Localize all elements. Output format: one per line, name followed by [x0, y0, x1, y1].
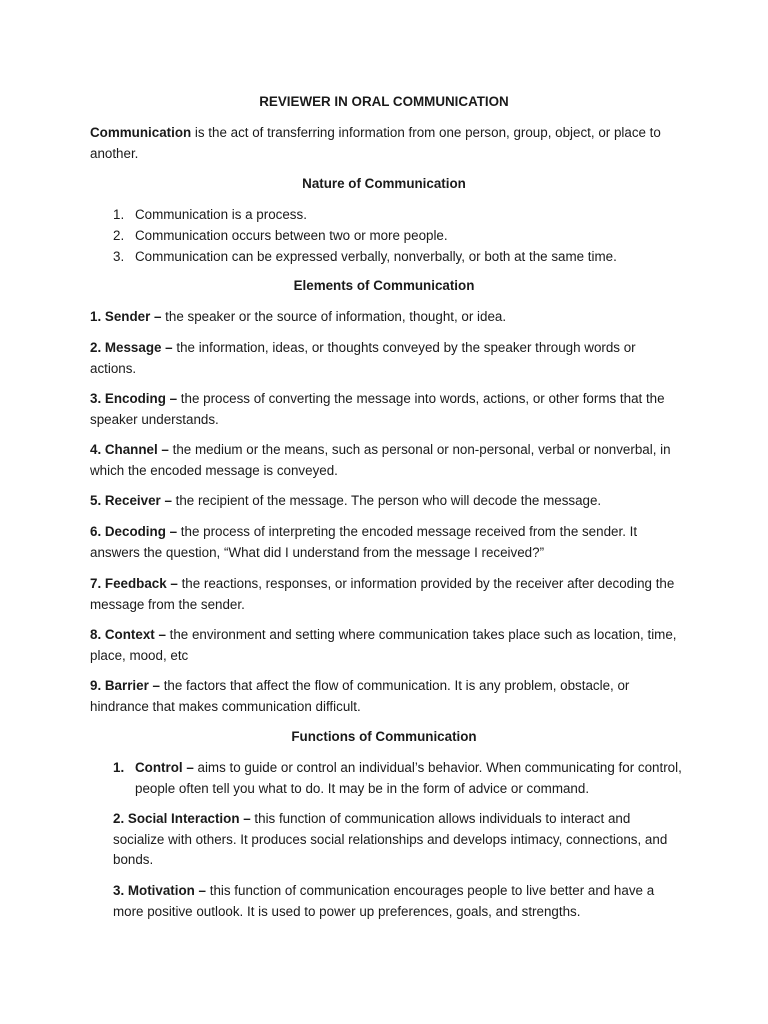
list-text: Communication can be expressed verbally, nonverbally, or both at the same time.	[135, 248, 617, 264]
element-item	[90, 338, 680, 379]
intro-term: Communication	[90, 125, 192, 140]
intro-text: is the act of transferring information from one person, group, object, or place to another.	[90, 125, 661, 161]
functions-heading: Functions of Communication	[291, 729, 477, 744]
function-text: aims to guide or control an individual’s behavior. When communicating for control, people often tell you what to do. It may be in the form of advice or command.	[135, 760, 682, 796]
element-item	[90, 491, 680, 512]
element-text: the environment and setting where communication takes place such as location, time, place, mood, etc	[90, 627, 677, 663]
list-text: Communication occurs between two or more people.	[135, 227, 448, 243]
element-term: 4. Channel –	[90, 442, 169, 457]
list-item	[113, 205, 673, 226]
element-term: 5. Receiver –	[90, 493, 172, 508]
function-item	[113, 758, 683, 799]
element-item	[90, 389, 680, 430]
element-text: the factors that affect the flow of communication. It is any problem, obstacle, or hindrance that makes communication difficult.	[90, 678, 630, 714]
nature-heading: Nature of Communication	[302, 176, 466, 191]
function-term: 3. Motivation –	[113, 883, 207, 898]
element-item	[90, 676, 680, 717]
element-item	[90, 522, 680, 563]
element-term: 3. Encoding –	[90, 391, 178, 406]
element-text: the process of converting the message into words, actions, or other forms that the speaker understands.	[90, 391, 665, 427]
element-term: 7. Feedback –	[90, 576, 178, 591]
elements-heading: Elements of Communication	[293, 278, 475, 293]
element-term: 9. Barrier –	[90, 678, 160, 693]
element-item	[90, 625, 680, 666]
list-item	[113, 226, 673, 247]
function-item	[113, 809, 683, 871]
nature-list	[113, 205, 673, 267]
element-text: the reactions, responses, or information provided by the receiver after decoding the message from the sender.	[90, 576, 675, 612]
intro-paragraph	[90, 123, 680, 164]
element-term: 2. Message –	[90, 340, 173, 355]
element-item	[90, 307, 680, 328]
element-term: 8. Context –	[90, 627, 166, 642]
list-number: 1.	[113, 207, 125, 222]
element-term: 1. Sender –	[90, 309, 162, 324]
list-text: Communication is a process.	[135, 207, 307, 222]
function-item	[113, 881, 683, 922]
element-term: 6. Decoding –	[90, 524, 178, 539]
function-term: 2. Social Interaction –	[113, 811, 251, 826]
element-item	[90, 440, 680, 481]
function-term: Control –	[135, 760, 194, 775]
page-title: REVIEWER IN ORAL COMMUNICATION	[259, 94, 509, 109]
list-number: 2.	[113, 227, 125, 243]
function-text: this function of communication allows individuals to interact and socialize with others. It produces social relationships and develops intimacy, connections, and bonds.	[113, 811, 668, 868]
list-item	[113, 247, 673, 268]
element-text: the recipient of the message. The person who will decode the message.	[171, 493, 602, 508]
element-text: the information, ideas, or thoughts conveyed by the speaker through words or actions.	[90, 340, 636, 376]
function-text: this function of communication encourages people to live better and have a more positive outlook. It is used to power up preferences, goals, and strengths.	[113, 883, 655, 919]
element-text: the process of interpreting the encoded message received from the sender. It answers the question, “What did I understand from the message I received?”	[90, 524, 638, 560]
element-text: the medium or the means, such as personal or non-personal, verbal or nonverbal, in which the encoded message is conveyed.	[90, 442, 671, 478]
element-text: the speaker or the source of information, thought, or idea.	[161, 309, 507, 324]
function-number: 1.	[113, 760, 125, 775]
list-number: 3.	[113, 248, 125, 264]
element-item	[90, 574, 680, 615]
